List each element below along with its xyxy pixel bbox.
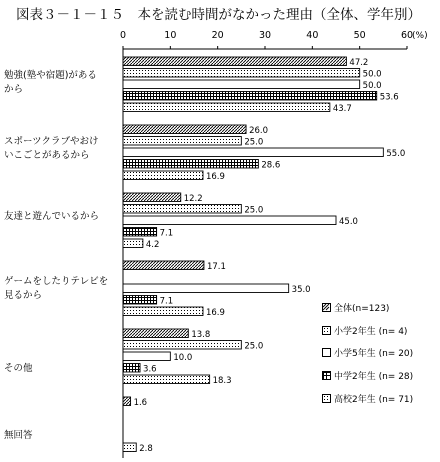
legend-item	[322, 319, 413, 342]
legend-label: 全体(n=123)	[334, 303, 390, 314]
bar	[123, 341, 241, 350]
legend-item	[322, 341, 413, 364]
x-tick-label: 40	[306, 30, 319, 41]
bar-value-label: 55.0	[386, 149, 406, 159]
bar	[123, 296, 157, 305]
legend-item	[322, 364, 413, 387]
x-tick-label: 0	[119, 30, 127, 41]
bar-value-label: 28.6	[261, 160, 281, 171]
bar	[123, 261, 204, 270]
bar-value-label: 17.1	[206, 262, 226, 272]
bar	[123, 160, 258, 169]
category-label: その他	[4, 363, 33, 374]
bar	[123, 205, 241, 214]
bar-value-label: 10.0	[173, 353, 193, 363]
bar-value-label: 35.0	[291, 285, 311, 295]
bar	[123, 103, 330, 112]
category-label: 勉強(塾や宿題)があるから	[4, 70, 97, 95]
bar	[123, 80, 360, 89]
x-tick-label: 10	[164, 30, 177, 41]
category-label: 無回答	[4, 430, 33, 441]
bar	[123, 329, 188, 338]
bar	[123, 397, 131, 406]
legend-item	[322, 296, 413, 319]
bar-value-label: 25.0	[244, 137, 264, 148]
bar	[123, 137, 241, 146]
category-label: 友達と遊んでいるから	[4, 211, 100, 222]
x-tick-label: 20	[211, 30, 224, 41]
bar	[123, 352, 170, 361]
bar-value-label: 50.0	[362, 69, 382, 80]
category-label: ゲームをしたりテレビを見るから	[4, 276, 109, 301]
legend-swatch	[322, 371, 331, 380]
legend-label: 小学2年生 (n= 4)	[334, 326, 408, 337]
bar	[123, 284, 289, 293]
bar-value-label: 26.0	[249, 126, 269, 136]
legend-swatch	[322, 303, 331, 312]
legend-label: 小学5年生 (n= 20)	[334, 349, 414, 360]
bar-value-label: 16.9	[205, 172, 225, 182]
bar	[123, 375, 210, 384]
bar-value-label: 13.8	[191, 330, 211, 340]
bar-value-label: 45.0	[339, 217, 358, 227]
bar-value-label: 25.0	[244, 341, 264, 352]
bar-value-label: 2.8	[139, 444, 153, 454]
legend-swatch	[322, 326, 331, 335]
bar	[123, 239, 143, 248]
bar-value-label: 18.3	[212, 376, 232, 386]
bar-value-label: 4.2	[145, 240, 160, 250]
category-label: スポーツクラブやおけいこごとがあるから	[4, 136, 99, 161]
bar	[123, 69, 360, 78]
bar	[123, 125, 246, 134]
bar-value-label: 25.0	[244, 205, 264, 216]
x-tick-label: 50	[353, 30, 366, 41]
bar	[123, 443, 136, 452]
legend-item	[322, 387, 413, 410]
legend-label: 高校2年生 (n= 71)	[334, 394, 414, 405]
bar-value-label: 43.7	[332, 104, 352, 114]
bar	[123, 92, 377, 101]
bar	[123, 364, 140, 373]
x-tick-label: 30	[258, 30, 272, 41]
x-unit-label: (%)	[412, 31, 428, 41]
legend-label: 中学2年生 (n= 28)	[334, 371, 414, 382]
bar-value-label: 1.6	[133, 398, 148, 408]
bar	[123, 171, 203, 180]
bar-value-label: 7.1	[159, 228, 174, 239]
legend	[322, 296, 413, 409]
chart-title: 図表３－１－１５ 本を読む時間がなかった理由（全体、学年別）	[16, 7, 421, 23]
bar	[123, 148, 383, 157]
bar	[123, 216, 336, 225]
bar-value-label: 53.6	[379, 92, 399, 103]
bar	[123, 57, 346, 66]
bar-value-label: 50.0	[362, 81, 382, 91]
bar-value-label: 47.2	[349, 58, 369, 68]
legend-swatch	[322, 394, 331, 403]
bar	[123, 193, 181, 202]
bar-value-label: 7.1	[159, 296, 174, 307]
bar-value-label: 3.6	[143, 364, 157, 375]
bar	[123, 228, 157, 237]
bar-value-label: 16.9	[205, 308, 225, 318]
bar-value-label: 12.2	[183, 194, 203, 204]
bar	[123, 307, 203, 316]
x-tick-label: 60	[400, 30, 414, 41]
legend-swatch	[322, 348, 331, 357]
